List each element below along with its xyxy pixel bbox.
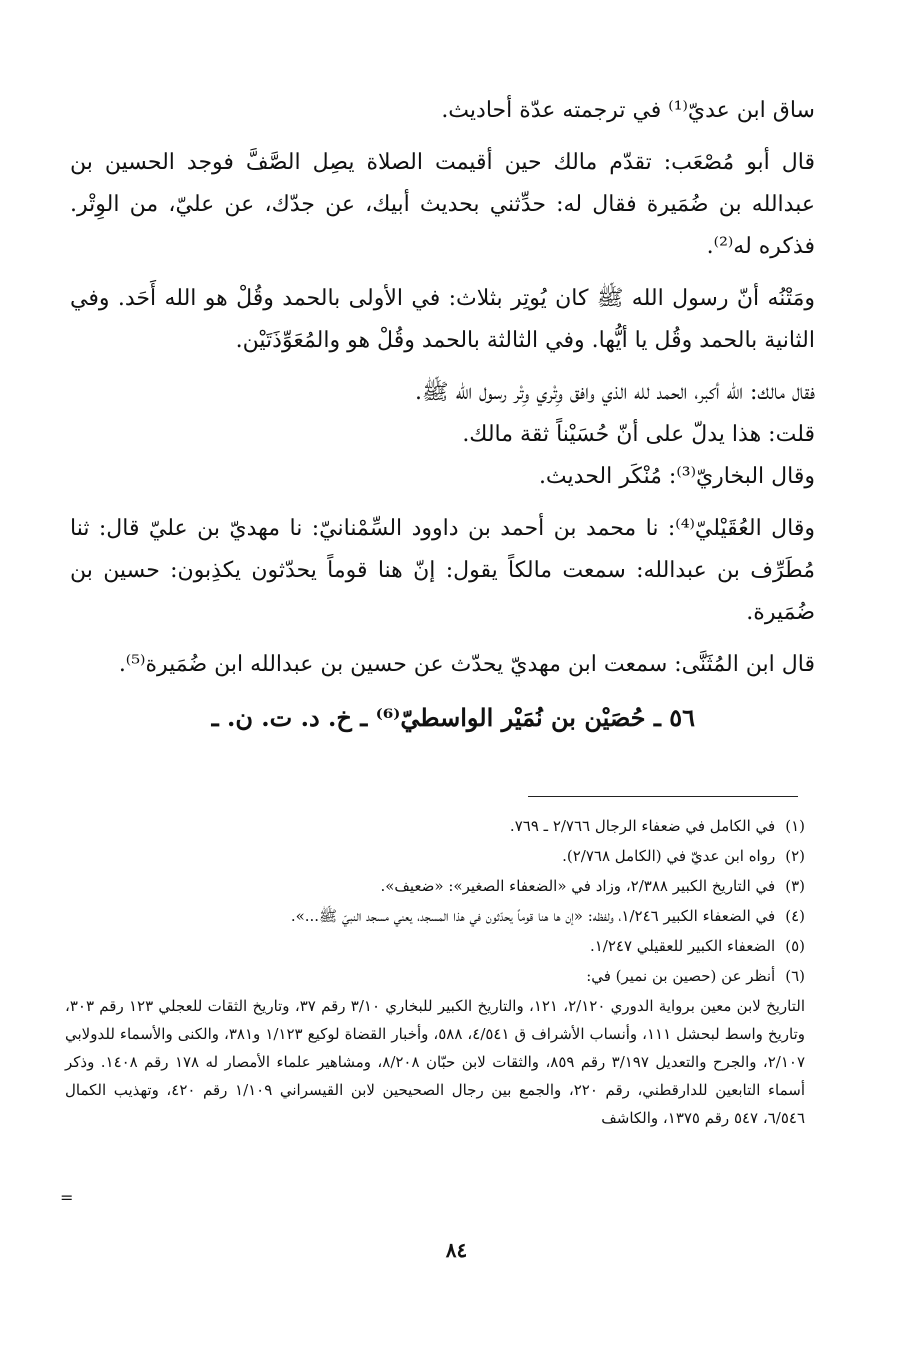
paragraph-malik: فقال مالك: الله أكبر، الحمد لله الذي وافق وِتْري وِتْر رسول الله ﷺ. xyxy=(415,380,815,405)
footnote-text: في الضعفاء الكبير ١/٢٤٦، ولفظه: «إن ها هنا قوماً يحدّثون في هذا المسجد، يعني مسجد النبيّ ﷺ...». xyxy=(290,907,776,925)
footnote-number: (٤) xyxy=(785,907,805,925)
main-text xyxy=(70,90,815,740)
footnote-sources: التاريخ لابن معين برواية الدوري ٢/١٢٠، ١٢١، والتاريخ الكبير للبخاري ٣/١٠ رقم ٣٧، وتاريخ الثقات للعجلي ١٢٣ رقم ٣٠٣، وتاريخ واسط لبحشل ١١١، وأنساب الأشراف ق ٤/٥٤١، ٥٨٨، وأخبار القضاة لوكيع ١/١٢٣ و٣٨١، والكنى والأسماء للدولابي ٢/١٠٧، والجرح والتعديل ٣/١٩٧ رقم ٨٥٩، والثقات لابن حبّان ٨/٢٠٨، ومشاهير علماء الأمصار له ١٧٨ رقم ١٤٠٨. وذكر أسماء التابعين للدارقطني، رقم ٢٢٠، والجمع بين رجال الصحيحين لابن القيسراني ١/١٠٩ رقم ٤٢٠، وتهذيب الكمال ٦/٥٤٦، ٥٤٧ رقم ١٣٧٥، والكاشف xyxy=(65,997,806,1127)
footnote-text: في الكامل في ضعفاء الرجال ٢/٧٦٦ ـ ٧٦٩. xyxy=(509,817,776,835)
footnote-number: (٥) xyxy=(785,937,805,955)
footnote-item xyxy=(65,872,805,900)
paragraph-bukhari: وقال البخاريّ⁽³⁾: مُنْكَر الحديث. xyxy=(538,464,815,489)
footnote-separator xyxy=(528,796,798,797)
footnote-item xyxy=(65,902,805,930)
footnote-item xyxy=(65,842,805,870)
paragraph-uqayli: وقال العُقَيْليّ⁽⁴⁾: نا محمد بن أحمد بن داوود السِّمْنانيّ: نا مهديّ بن عليّ قال: ثنا مُطَرِّف بن عبدالله: سمعت مالكاً يقول: إنّ هنا قوماً يحدّثون يكذِبون: حسين بن ضُمَيرة. xyxy=(70,516,815,625)
footnote-text: أنظر عن (حصين بن نمير) في: xyxy=(586,967,776,985)
footnote-item xyxy=(65,932,805,960)
paragraph-matn: ومَتْنُه أنّ رسول الله ﷺ كان يُوتِر بثلاث: في الأولى بالحمد وقُلْ هو الله أَحَد. وفي الثانية بالحمد وقُل يا أيُّها. وفي الثالثة بالحمد وقُلْ هو والمُعَوِّذَتَيْن. xyxy=(70,286,815,353)
paragraph-qultu: قلت: هذا يدلّ على أنّ حُسَيْناً ثقة مالك. xyxy=(462,422,815,447)
footnotes xyxy=(65,812,805,1132)
footnote-item xyxy=(65,812,805,840)
paragraph-abu-musab: قال أبو مُصْعَب: تقدّم مالك حين أقيمت الصلاة يصِل الصَّفَّ فوجد الحسين بن عبدالله بن ضُمَيرة فقال له: حدِّثني بحديث أبيك، عن جدّك، عن عليّ، من الوِتْر. فذكره له⁽²⁾. xyxy=(70,150,815,259)
footnote-number: (١) xyxy=(785,817,805,835)
footnote-item xyxy=(65,962,805,990)
footnote-text: الضعفاء الكبير للعقيلي ١/٢٤٧. xyxy=(589,937,776,955)
paragraph-ibn-muthanna: قال ابن المُثَنَّى: سمعت ابن مهديّ يحدّث عن حسين بن عبدالله ابن ضُمَيرة⁽⁵⁾. xyxy=(118,652,815,677)
entry-heading: ٥٦ ـ حُصَيْن بن نُمَيْر الواسطيّ⁽⁶⁾ ـ خ. د. ت. ن. ـ xyxy=(211,703,695,732)
footnote-number: (٣) xyxy=(785,877,805,895)
page-number: ٨٤ xyxy=(445,1238,468,1262)
footnote-number: (٦) xyxy=(785,967,805,985)
footnote-number: (٢) xyxy=(785,847,805,865)
footnote-text: رواه ابن عديّ في (الكامل ٢/٧٦٨). xyxy=(562,847,776,865)
paragraph-intro: ساق ابن عديّ⁽¹⁾ في ترجمته عدّة أحاديث. xyxy=(441,98,815,123)
continuation-mark: = xyxy=(60,1188,74,1207)
footnote-text: في التاريخ الكبير ٢/٣٨٨، وزاد في «الضعفاء الصغير»: «ضعيف». xyxy=(380,877,776,895)
